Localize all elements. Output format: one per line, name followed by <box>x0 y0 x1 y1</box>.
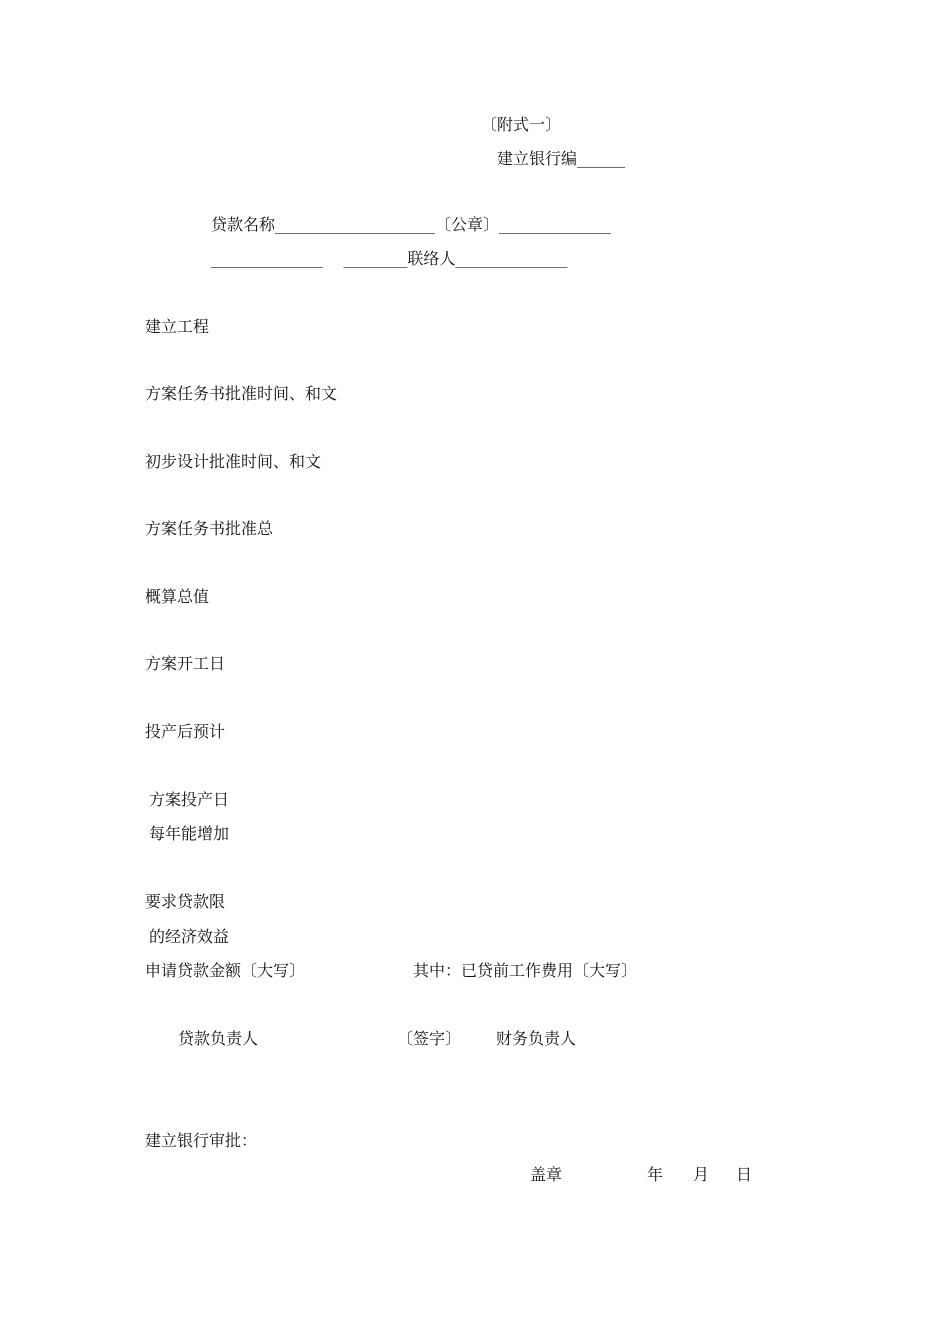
loan-name-line: 贷款名称____________________〔公章〕______________ <box>211 215 612 234</box>
loan-officer-label: 贷款负责人 <box>178 1029 259 1048</box>
month-label: 月 <box>693 1165 710 1184</box>
annual-capacity-increase-label: 每年能增加 <box>149 824 230 843</box>
bank-number-line: 建立银行编______ <box>497 149 626 168</box>
seal-label: 盖章 <box>530 1165 563 1184</box>
preliminary-design-time-label: 初步设计批准时间、和文 <box>145 452 322 471</box>
plan-production-date-label: 方案投产日 <box>149 790 230 809</box>
project-label: 建立工程 <box>145 317 210 336</box>
plan-start-date-label: 方案开工日 <box>145 654 226 673</box>
year-label: 年 <box>647 1165 664 1184</box>
day-label: 日 <box>736 1165 753 1184</box>
attachment-label: 〔附式一〕 <box>481 115 562 134</box>
approval-label: 建立银行审批： <box>145 1131 258 1150</box>
economic-benefit-label: 的经济效益 <box>149 927 230 946</box>
finance-officer-label: 财务负责人 <box>496 1029 577 1048</box>
sign-label: 〔签字〕 <box>397 1029 462 1048</box>
pre-loan-cost-label: 其中：已贷前工作费用〔大写〕 <box>413 961 638 980</box>
post-production-estimate-label: 投产后预计 <box>145 722 226 741</box>
plan-approval-total-label: 方案任务书批准总 <box>145 519 274 538</box>
plan-approval-time-label: 方案任务书批准时间、和文 <box>145 384 338 403</box>
loan-term-request-label: 要求贷款限 <box>145 892 226 911</box>
budget-total-label: 概算总值 <box>145 587 210 606</box>
loan-amount-label: 申请贷款金额〔大写〕 <box>145 961 306 980</box>
contact-line: ______________ ________联络人______________ <box>211 249 568 268</box>
